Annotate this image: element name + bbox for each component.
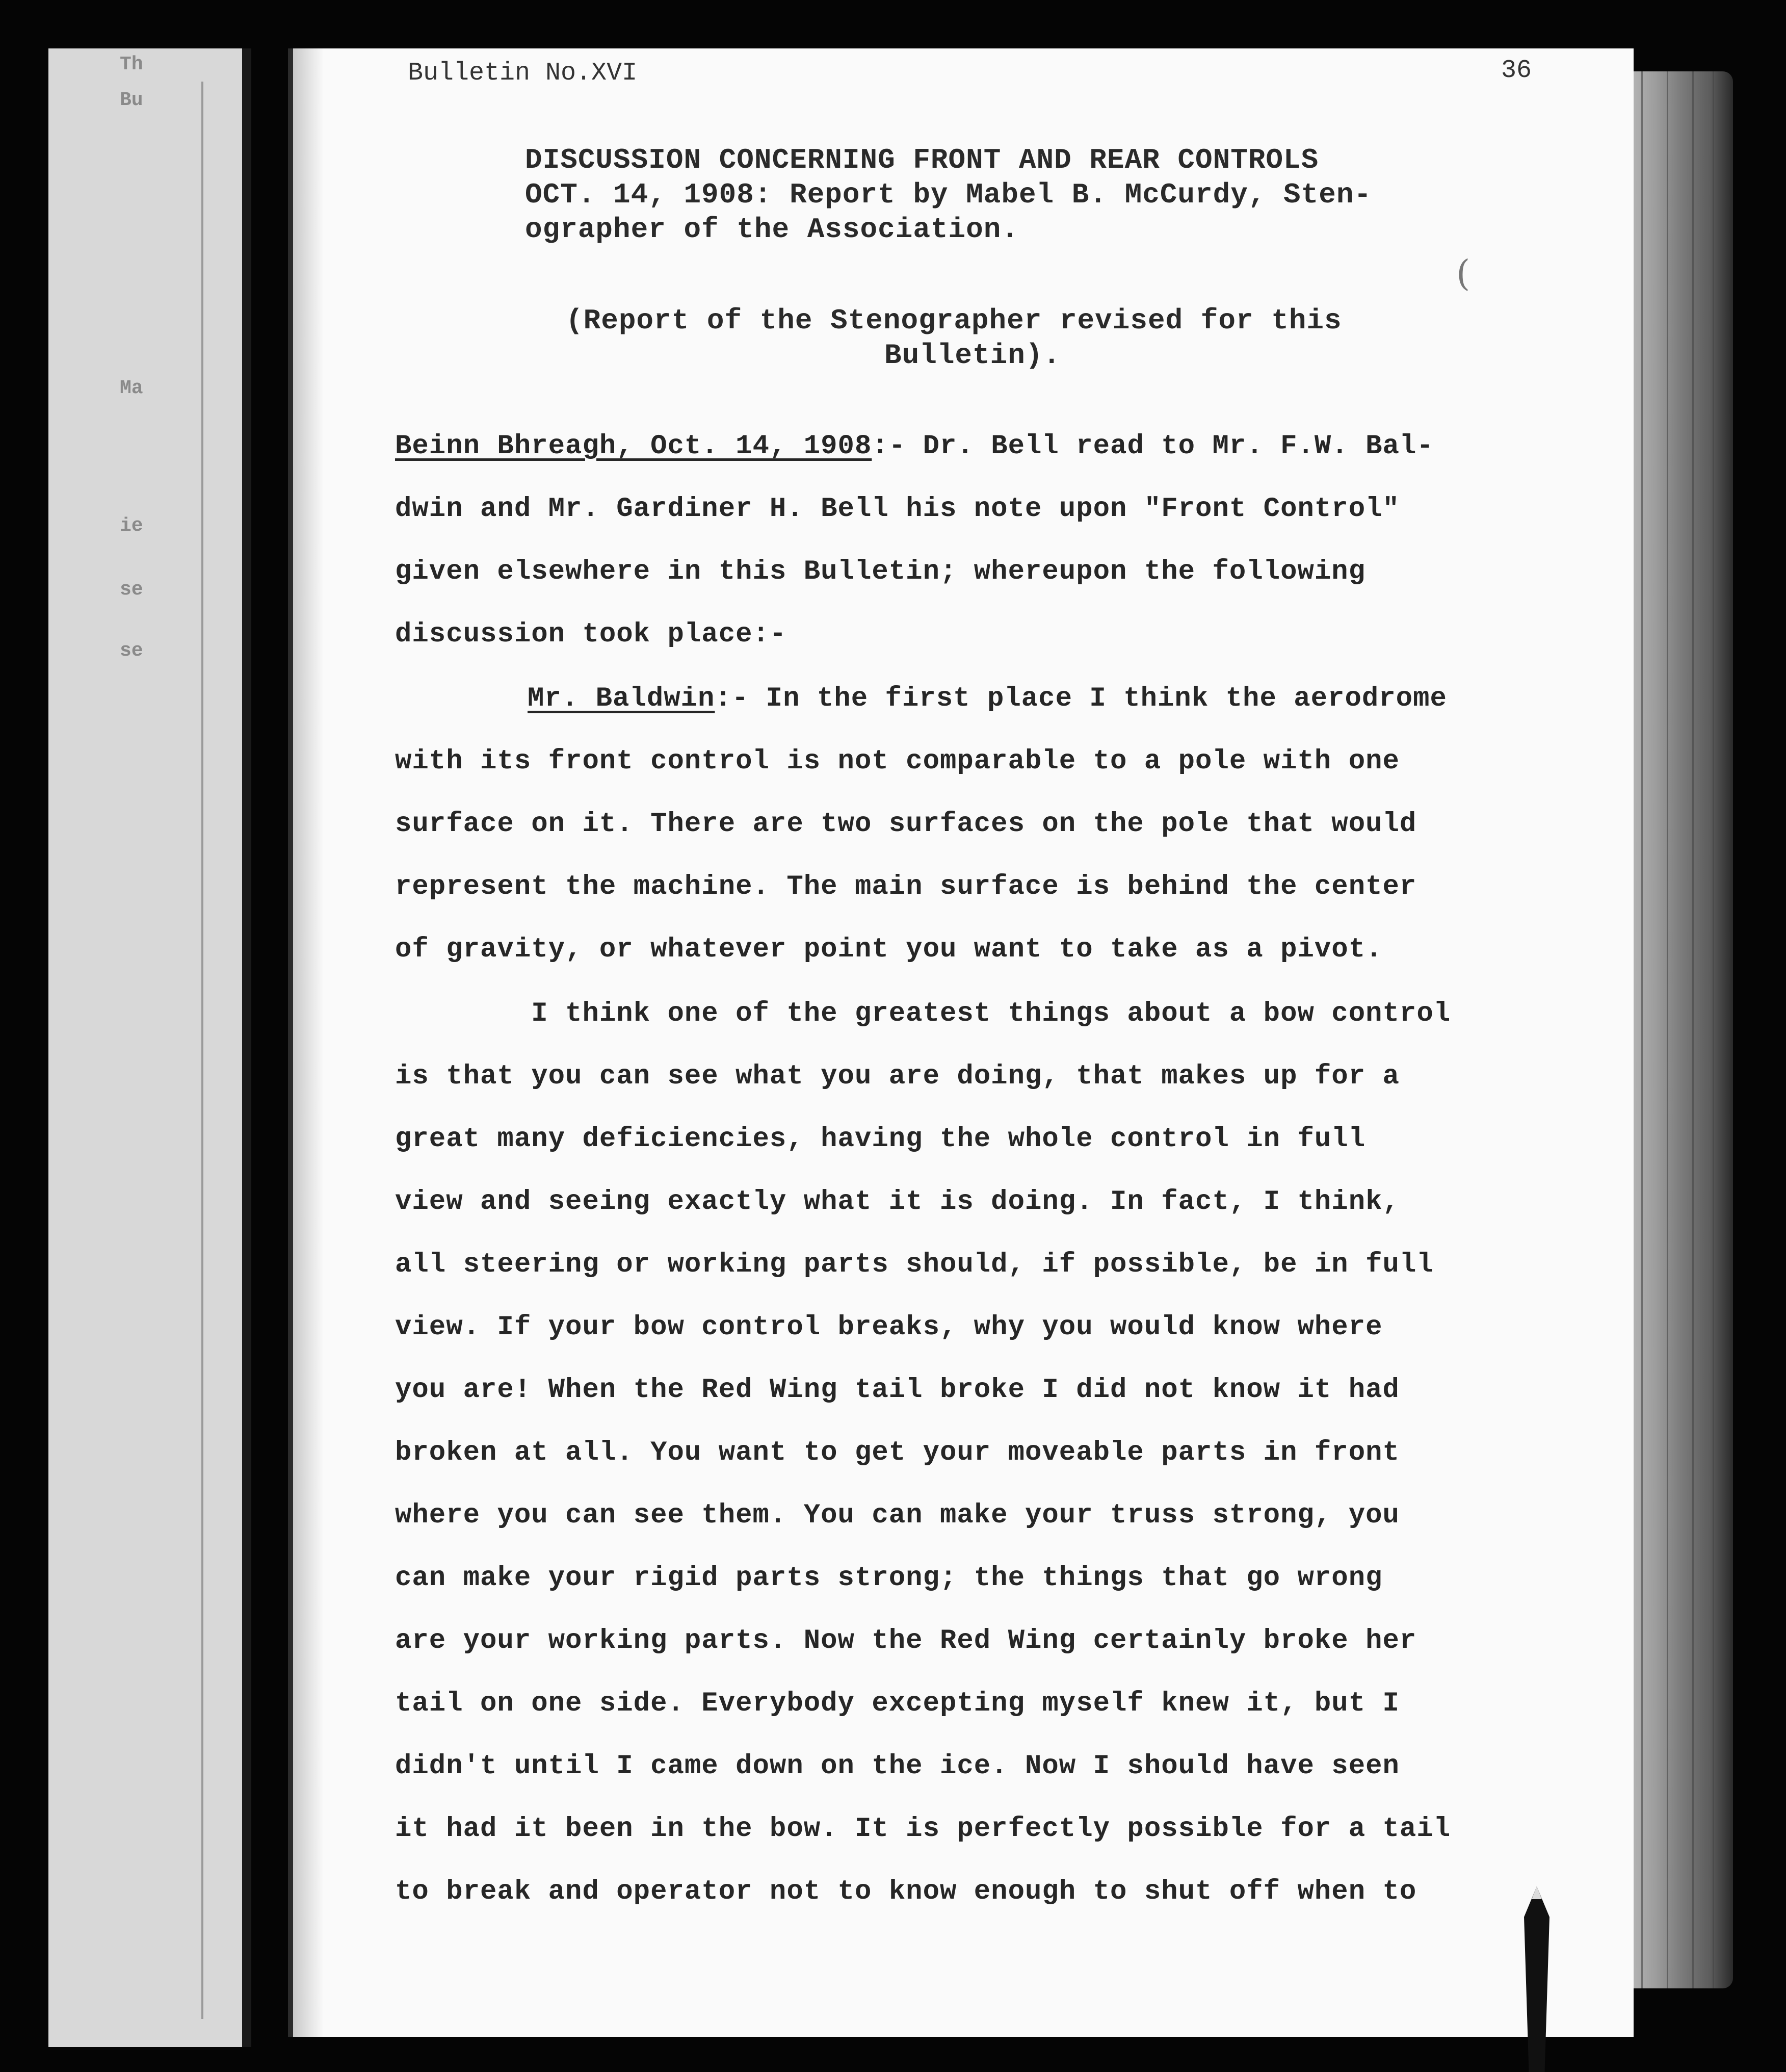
body-line: to break and operator not to know enough to shut off when to [395,1876,1417,1907]
title-line: ographer of the Association. [525,213,1019,246]
body-line: all steering or working parts should, if possible, be in full [395,1249,1434,1280]
speaker-name: Mr. Baldwin [528,683,715,714]
title-line: OCT. 14, 1908: Report by Mabel B. McCurdy, Sten- [525,178,1372,211]
page-gutter-line [201,82,203,2019]
body-line: surface on it. There are two surfaces on the pole that would [395,809,1417,840]
left-page-fragment: se [120,579,143,601]
page-stack-edge [1621,71,1733,1988]
body-line: represent the machine. The main surface is behind the center [395,871,1417,902]
left-page-fragment: se [120,640,143,662]
subtitle-line: (Report of the Stenographer revised for this [566,304,1342,337]
body-line: it had it been in the bow. It is perfectly possible for a tail [395,1814,1451,1845]
left-page-fragment: ie [120,515,143,537]
left-facing-page [48,48,251,2047]
title-line: DISCUSSION CONCERNING FRONT AND REAR CONTROLS [525,144,1319,176]
left-page-fragment: Th [120,54,143,75]
body-line: is that you can see what you are doing, that makes up for a [395,1061,1400,1092]
body-line: discussion took place:- [395,619,787,650]
body-line: you are! When the Red Wing tail broke I did not know it had [395,1375,1400,1406]
document-page [288,48,1634,2037]
place-date: Beinn Bhreagh, Oct. 14, 1908 [395,431,872,462]
body-line: tail on one side. Everybody excepting myself knew it, but I [395,1688,1400,1719]
body-line: great many deficiencies, having the whole control in full [395,1124,1366,1155]
pencil-tip [1521,1886,1552,2072]
body-line: Mr. Baldwin:- In the first place I think the aerodrome [528,683,1447,714]
body-line: where you can see them. You can make your truss strong, you [395,1500,1400,1531]
left-page-fragment: Bu [120,89,143,111]
body-line: are your working parts. Now the Red Wing certainly broke her [395,1625,1417,1656]
body-line: dwin and Mr. Gardiner H. Bell his note upon "Front Control" [395,494,1400,525]
spine-shadow [293,48,324,2037]
body-line: given elsewhere in this Bulletin; whereupon the following [395,556,1366,587]
body-line: view and seeing exactly what it is doing. In fact, I think, [395,1186,1400,1218]
body-line: broken at all. You want to get your moveable parts in front [395,1437,1400,1468]
left-page-fragment: Ma [120,377,143,399]
body-line: with its front control is not comparable to a pole with one [395,746,1400,777]
pencil-margin-mark: ( [1456,252,1470,294]
body-line: didn't until I came down on the ice. Now I should have seen [395,1751,1400,1782]
body-line: view. If your bow control breaks, why you would know where [395,1312,1383,1343]
subtitle-line: Bulletin). [884,339,1061,372]
body-line: can make your rigid parts strong; the things that go wrong [395,1563,1383,1594]
body-line: of gravity, or whatever point you want to take as a pivot. [395,934,1383,965]
page-number: 36 [1501,56,1532,85]
bulletin-header: Bulletin No.XVI [408,59,638,88]
body-line: Beinn Bhreagh, Oct. 14, 1908:- Dr. Bell read to Mr. F.W. Bal- [395,431,1434,462]
body-line: I think one of the greatest things about a bow control [395,998,1451,1029]
